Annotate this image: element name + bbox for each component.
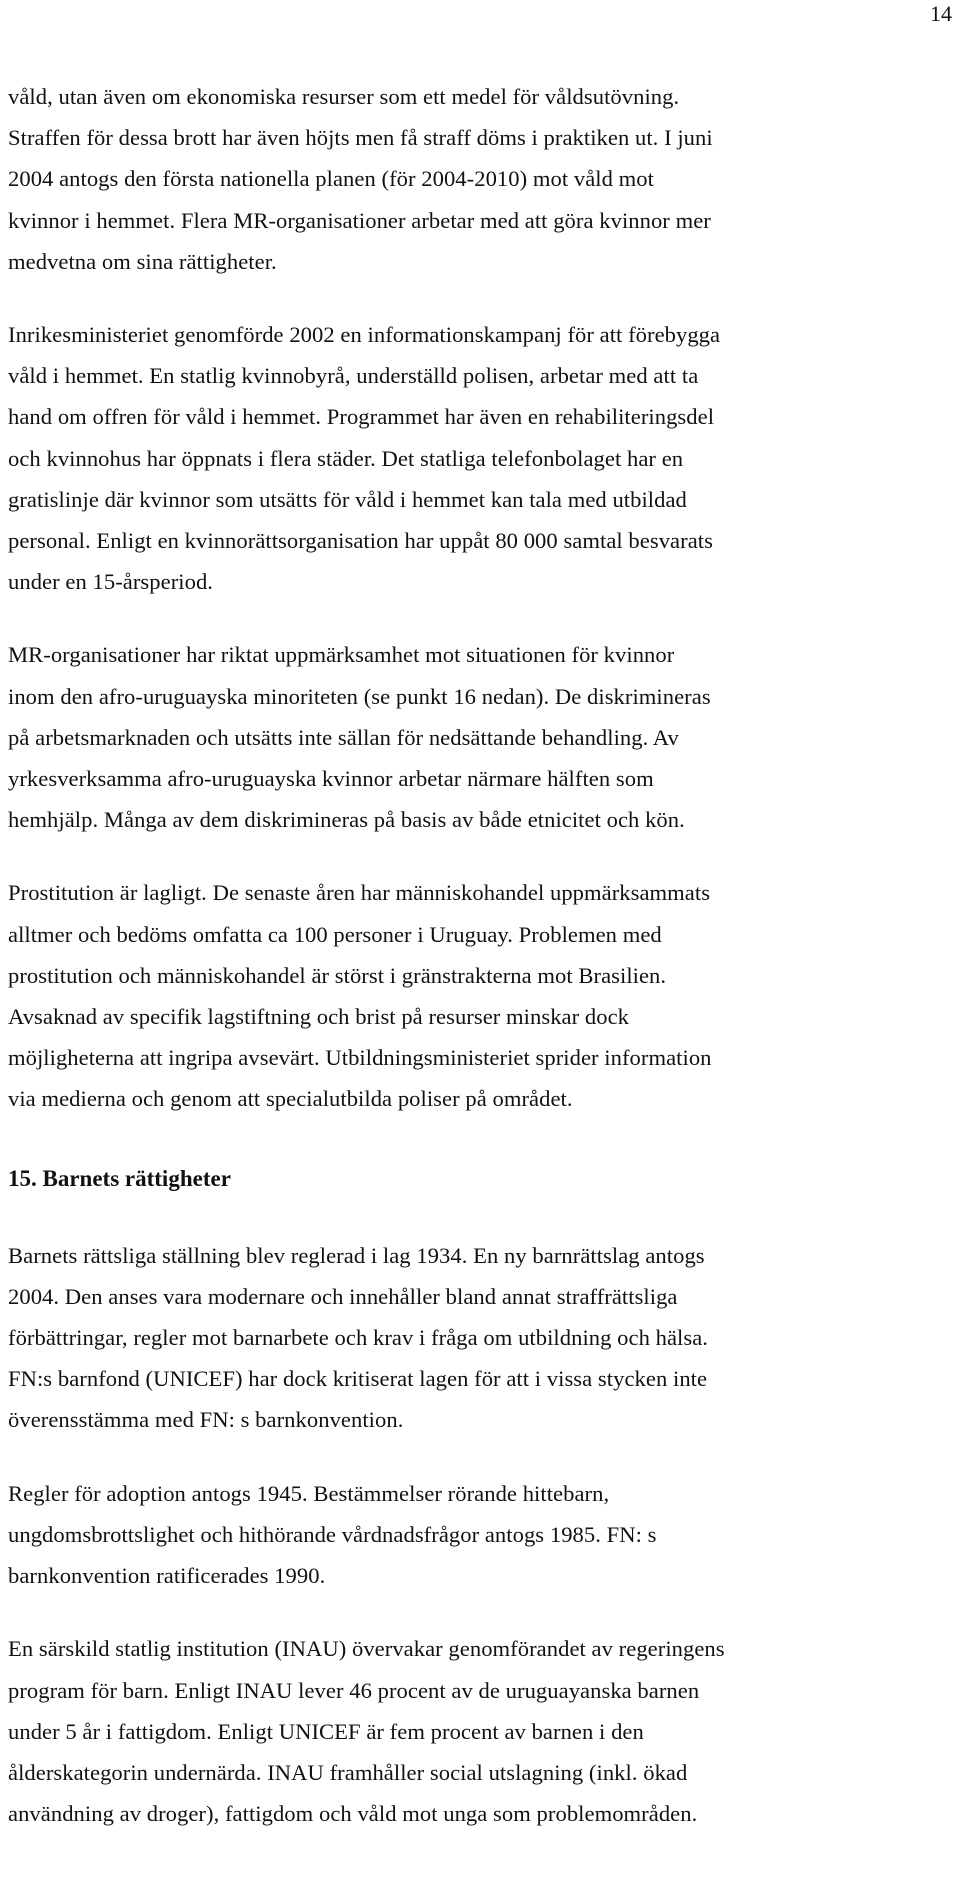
text-line: Regler för adoption antogs 1945. Bestämmelser rörande hittebarn, <box>8 1480 610 1506</box>
text-line: En särskild statlig institution (INAU) övervakar genomförandet av regeringens <box>8 1636 725 1662</box>
text-line: barnkonvention ratificerades 1990. <box>8 1563 326 1589</box>
text-line: 2004. Den anses vara modernare och innehåller bland annat straffrättsliga <box>8 1283 678 1309</box>
page-content <box>8 76 956 1834</box>
text-line: alltmer och bedöms omfatta ca 100 personer i Uruguay. Problemen med <box>8 921 662 947</box>
text-line: program för barn. Enligt INAU lever 46 procent av de uruguayanska barnen <box>8 1677 700 1703</box>
text-line: förbättringar, regler mot barnarbete och krav i fråga om utbildning och hälsa. <box>8 1325 709 1351</box>
text-line: medvetna om sina rättigheter. <box>8 248 277 274</box>
paragraph-afro-uruguayan-women <box>8 634 956 840</box>
text-line: ålderskategorin undernärda. INAU framhåller social utslagning (inkl. ökad <box>8 1759 688 1785</box>
page-number: 14 <box>930 1 952 26</box>
text-line: våld, utan även om ekonomiska resurser som ett medel för våldsutövning. <box>8 84 680 109</box>
text-line: och kvinnohus har öppnats i flera städer. Det statliga telefonbolaget har en <box>8 445 684 471</box>
text-line: MR-organisationer har riktat uppmärksamhet mot situationen för kvinnor <box>8 642 675 668</box>
text-line: prostitution och människohandel är störst i gränstrakterna mot Brasilien. <box>8 962 667 988</box>
paragraph-adoption <box>8 1473 956 1597</box>
section-heading: 15. Barnets rättigheter <box>8 1165 231 1191</box>
text-line: kvinnor i hemmet. Flera MR-organisationer arbetar med att göra kvinnor mer <box>8 207 711 233</box>
text-line: Avsaknad av specifik lagstiftning och brist på resurser minskar dock <box>8 1004 630 1030</box>
text-line: hand om offren för våld i hemmet. Programmet har även en rehabiliteringsdel <box>8 404 715 430</box>
text-line: via medierna och genom att specialutbilda poliser på området. <box>8 1086 573 1112</box>
text-line: överensstämma med FN: s barnkonvention. <box>8 1407 404 1433</box>
paragraph-information-campaign <box>8 314 956 602</box>
text-line: personal. Enligt en kvinnorättsorganisation har uppåt 80 000 samtal besvarats <box>8 528 713 554</box>
paragraph-inau <box>8 1628 956 1834</box>
text-line: 2004 antogs den första nationella planen (för 2004-2010) mot våld mot <box>8 166 654 192</box>
text-line: Barnets rättsliga ställning blev reglerad i lag 1934. En ny barnrättslag antogs <box>8 1242 705 1268</box>
text-line: FN:s barnfond (UNICEF) har dock kritiserat lagen för att i vissa stycken inte <box>8 1366 708 1392</box>
text-line: användning av droger), fattigdom och våld mot unga som problemområden. <box>8 1801 698 1827</box>
text-line: gratislinje där kvinnor som utsätts för våld i hemmet kan tala med utbildad <box>8 486 687 512</box>
text-line: våld i hemmet. En statlig kvinnobyrå, underställd polisen, arbetar med att ta <box>8 363 699 389</box>
paragraph-prostitution <box>8 872 956 1119</box>
text-line: hemhjälp. Många av dem diskrimineras på basis av både etnicitet och kön. <box>8 807 685 833</box>
text-line: Straffen för dessa brott har även höjts men få straff döms i praktiken ut. I juni <box>8 125 713 151</box>
paragraph-child-law <box>8 1235 956 1441</box>
text-line: under en 15-årsperiod. <box>8 569 213 595</box>
paragraph-violence-law <box>8 76 956 282</box>
text-line: på arbetsmarknaden och utsätts inte sällan för nedsättande behandling. Av <box>8 724 679 750</box>
text-line: under 5 år i fattigdom. Enligt UNICEF är fem procent av barnen i den <box>8 1718 644 1744</box>
text-line: möjligheterna att ingripa avsevärt. Utbildningsministeriet sprider information <box>8 1045 712 1071</box>
text-line: inom den afro-uruguayska minoriteten (se punkt 16 nedan). De diskrimineras <box>8 683 711 709</box>
text-line: Inrikesministeriet genomförde 2002 en informationskampanj för att förebygga <box>8 322 721 348</box>
text-line: ungdomsbrottslighet och hithörande vårdnadsfrågor antogs 1985. FN: s <box>8 1521 657 1547</box>
text-line: Prostitution är lagligt. De senaste åren har människohandel uppmärksammats <box>8 880 711 906</box>
text-line: yrkesverksamma afro-uruguayska kvinnor arbetar närmare hälften som <box>8 766 654 792</box>
